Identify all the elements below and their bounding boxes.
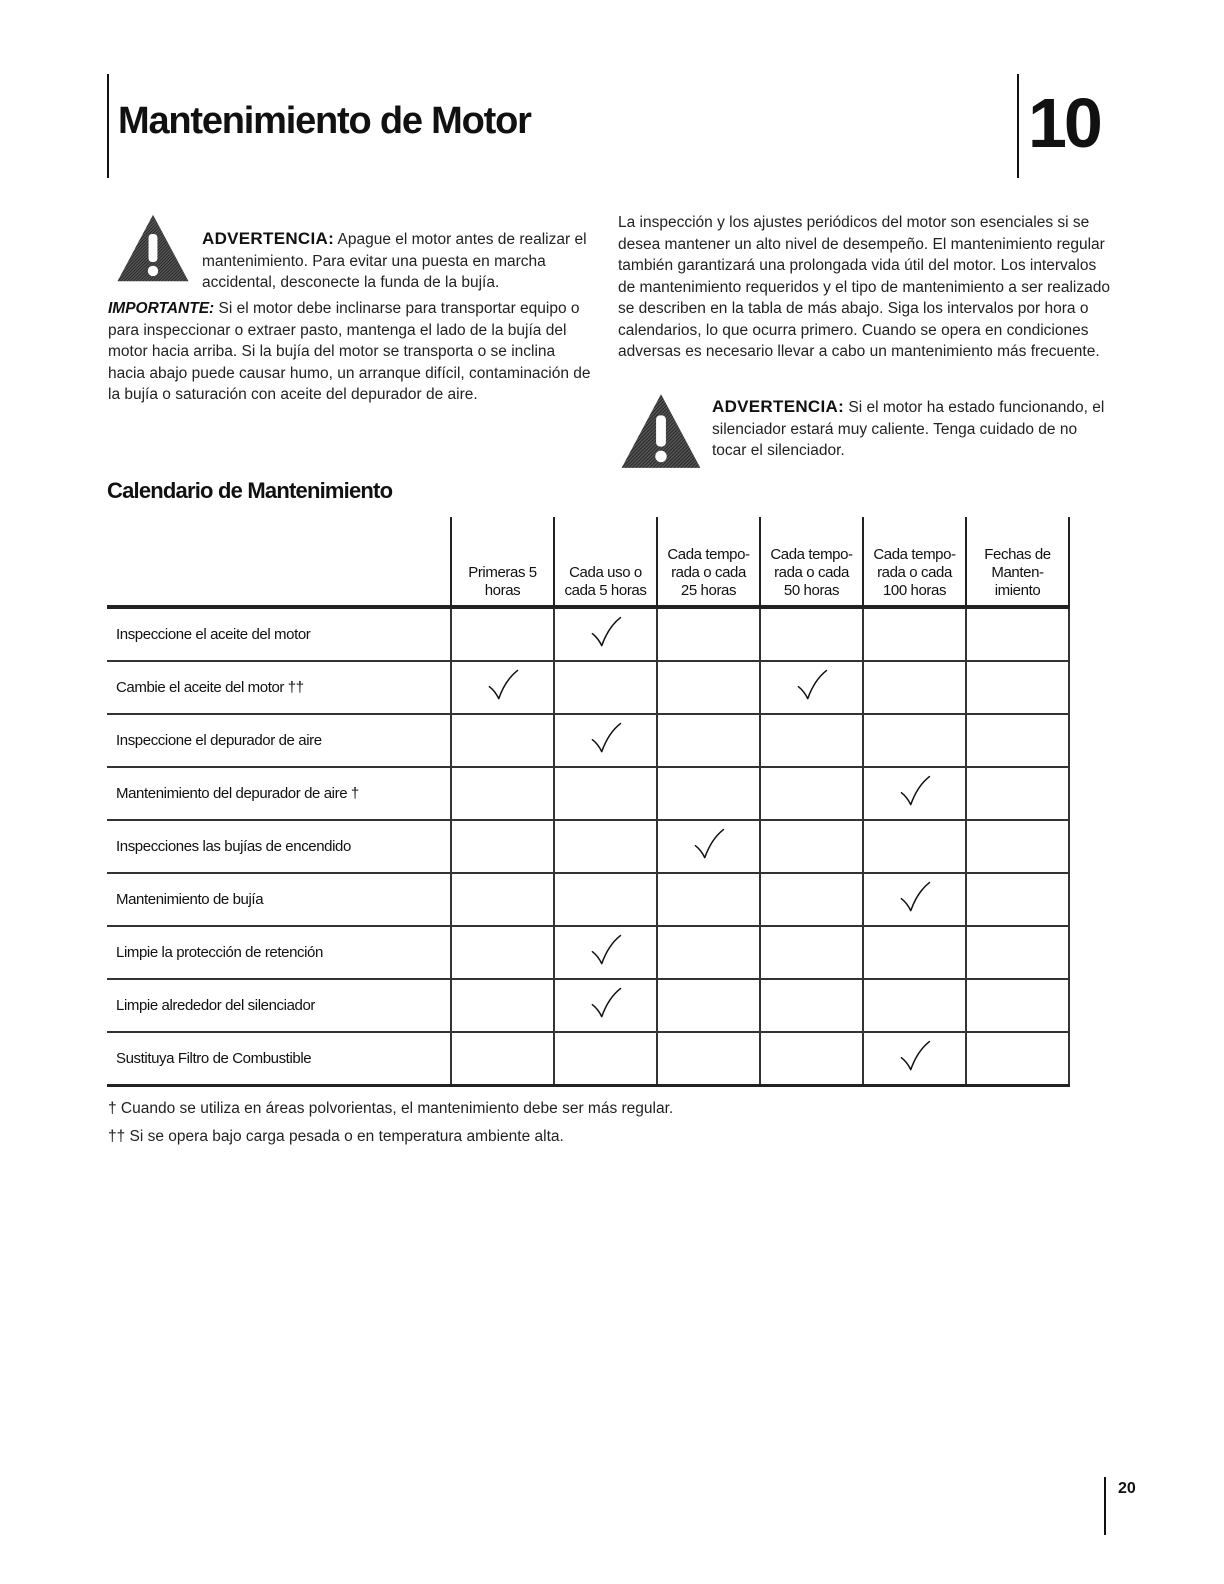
warning-label: ADVERTENCIA: [712, 397, 845, 416]
schedule-cell [451, 1032, 554, 1086]
schedule-cell [451, 661, 554, 714]
schedule-cell [451, 926, 554, 979]
chapter-number: 10 [1028, 84, 1100, 162]
warning-text: Apague el motor antes de realizar el mantenimiento. Para evitar una puesta en marcha accidental, desconecte la funda de la bujía. [202, 231, 587, 291]
schedule-title: Calendario de Mantenimiento [107, 478, 393, 503]
column-header: Fechas de Manten- imiento [966, 517, 1069, 607]
schedule-cell [863, 607, 966, 661]
schedule-cell [760, 1032, 863, 1086]
table-row [107, 714, 1069, 767]
task-label: Limpie la protección de retención [107, 926, 451, 979]
chapter-rule [1017, 74, 1019, 178]
checkmark-icon [795, 689, 829, 706]
warning-text: Si el motor ha estado funcionando, el silenciador estará muy caliente. Tenga cuidado de no tocar el silenciador. [712, 399, 1105, 459]
schedule-cell [657, 767, 760, 820]
schedule-cell [966, 1032, 1069, 1086]
schedule-cell [554, 926, 657, 979]
column-header: Cada tempo- rada o cada 50 horas [760, 517, 863, 607]
schedule-cell [863, 820, 966, 873]
schedule-cell [760, 767, 863, 820]
page-number: 20 [1118, 1480, 1136, 1497]
schedule-cell [863, 926, 966, 979]
task-label: Cambie el aceite del motor †† [107, 661, 451, 714]
schedule-cell [451, 767, 554, 820]
checkmark-icon [589, 742, 623, 759]
task-label: Inspecciones las bujías de encendido [107, 820, 451, 873]
warning-triangle-icon [116, 212, 190, 284]
schedule-cell [554, 979, 657, 1032]
schedule-cell [451, 820, 554, 873]
schedule-cell [657, 661, 760, 714]
title-rule [107, 74, 109, 178]
task-label: Sustituya Filtro de Combustible [107, 1032, 451, 1086]
schedule-cell [451, 714, 554, 767]
schedule-cell [760, 979, 863, 1032]
warning-triangle-icon [620, 392, 702, 470]
left-warning [202, 228, 594, 294]
schedule-cell [554, 1032, 657, 1086]
schedule-cell [863, 1032, 966, 1086]
schedule-cell [760, 873, 863, 926]
checkmark-icon [589, 1007, 623, 1024]
table-row [107, 873, 1069, 926]
checkmark-icon [898, 901, 932, 918]
schedule-cell [966, 607, 1069, 661]
schedule-cell [863, 714, 966, 767]
schedule-cell [657, 873, 760, 926]
schedule-cell [554, 714, 657, 767]
task-label: Mantenimiento del depurador de aire † [107, 767, 451, 820]
task-label: Mantenimiento de bujía [107, 873, 451, 926]
table-row [107, 820, 1069, 873]
page-title: Mantenimiento de Motor [118, 100, 531, 142]
column-header: Cada uso o cada 5 horas [554, 517, 657, 607]
schedule-cell [657, 926, 760, 979]
schedule-cell [863, 873, 966, 926]
schedule-cell [451, 979, 554, 1032]
schedule-cell [657, 1032, 760, 1086]
right-warning [712, 396, 1112, 462]
schedule-cell [760, 926, 863, 979]
checkmark-icon [589, 636, 623, 653]
schedule-cell [451, 873, 554, 926]
task-label: Inspeccione el depurador de aire [107, 714, 451, 767]
table-row [107, 1032, 1069, 1086]
schedule-cell [554, 607, 657, 661]
schedule-cell [760, 661, 863, 714]
table-header-row [107, 517, 1069, 607]
schedule-cell [863, 979, 966, 1032]
column-header: Primeras 5 horas [451, 517, 554, 607]
table-row [107, 607, 1069, 661]
schedule-cell [863, 661, 966, 714]
schedule-cell [760, 714, 863, 767]
table-row [107, 661, 1069, 714]
page-number-rule [1104, 1477, 1106, 1535]
schedule-cell [760, 820, 863, 873]
footnote-double-dagger: †† Si se opera bajo carga pesada o en temperatura ambiente alta. [108, 1128, 564, 1145]
schedule-cell [863, 767, 966, 820]
checkmark-icon [486, 689, 520, 706]
schedule-cell [966, 661, 1069, 714]
schedule-cell [966, 714, 1069, 767]
schedule-cell [554, 820, 657, 873]
importante-text: Si el motor debe inclinarse para transportar equipo o para inspeccionar o extraer pasto, mantenga el lado de la bujía del motor hacia arriba. Si la bujía del motor se transporta o se inclina hacia abajo puede causar humo, un arranque difícil, contaminación de la bujía o saturación con aceite del depurador de aire. [108, 300, 591, 403]
checkmark-icon [898, 795, 932, 812]
schedule-cell [966, 767, 1069, 820]
task-column-header [107, 517, 451, 607]
schedule-cell [554, 873, 657, 926]
importante-note [108, 298, 596, 406]
schedule-cell [657, 714, 760, 767]
schedule-cell [657, 820, 760, 873]
schedule-cell [966, 820, 1069, 873]
table-row [107, 926, 1069, 979]
schedule-cell [966, 926, 1069, 979]
importante-label: IMPORTANTE: [108, 300, 215, 317]
schedule-cell [554, 767, 657, 820]
maintenance-schedule-table [107, 517, 1070, 1087]
warning-label: ADVERTENCIA: [202, 229, 335, 248]
task-label: Inspeccione el aceite del motor [107, 607, 451, 661]
intro-paragraph: La inspección y los ajustes periódicos del motor son esenciales si se desea mantener un alto nivel de desempeño. El mantenimiento regular también garantizará una prolongada vida útil del motor. Los intervalos de mantenimiento requeridos y el tipo de mantenimiento a ser realizado se describen en la tabla de más abajo. Siga los intervalos por hora o calendarios, lo que ocurra primero. Cuando se opera en condiciones adversas es necesario llevar a cabo un mantenimiento más frecuente. [618, 214, 1110, 360]
footnote-dagger: † Cuando se utiliza en áreas polvorientas, el mantenimiento debe ser más regular. [108, 1100, 674, 1117]
table-row [107, 767, 1069, 820]
schedule-cell [451, 607, 554, 661]
schedule-cell [657, 979, 760, 1032]
column-header: Cada tempo- rada o cada 25 horas [657, 517, 760, 607]
schedule-cell [657, 607, 760, 661]
checkmark-icon [589, 954, 623, 971]
checkmark-icon [898, 1060, 932, 1077]
schedule-cell [966, 873, 1069, 926]
column-header: Cada tempo- rada o cada 100 horas [863, 517, 966, 607]
task-label: Limpie alrededor del silenciador [107, 979, 451, 1032]
schedule-cell [760, 607, 863, 661]
schedule-cell [966, 979, 1069, 1032]
schedule-cell [554, 661, 657, 714]
table-row [107, 979, 1069, 1032]
checkmark-icon [692, 848, 726, 865]
